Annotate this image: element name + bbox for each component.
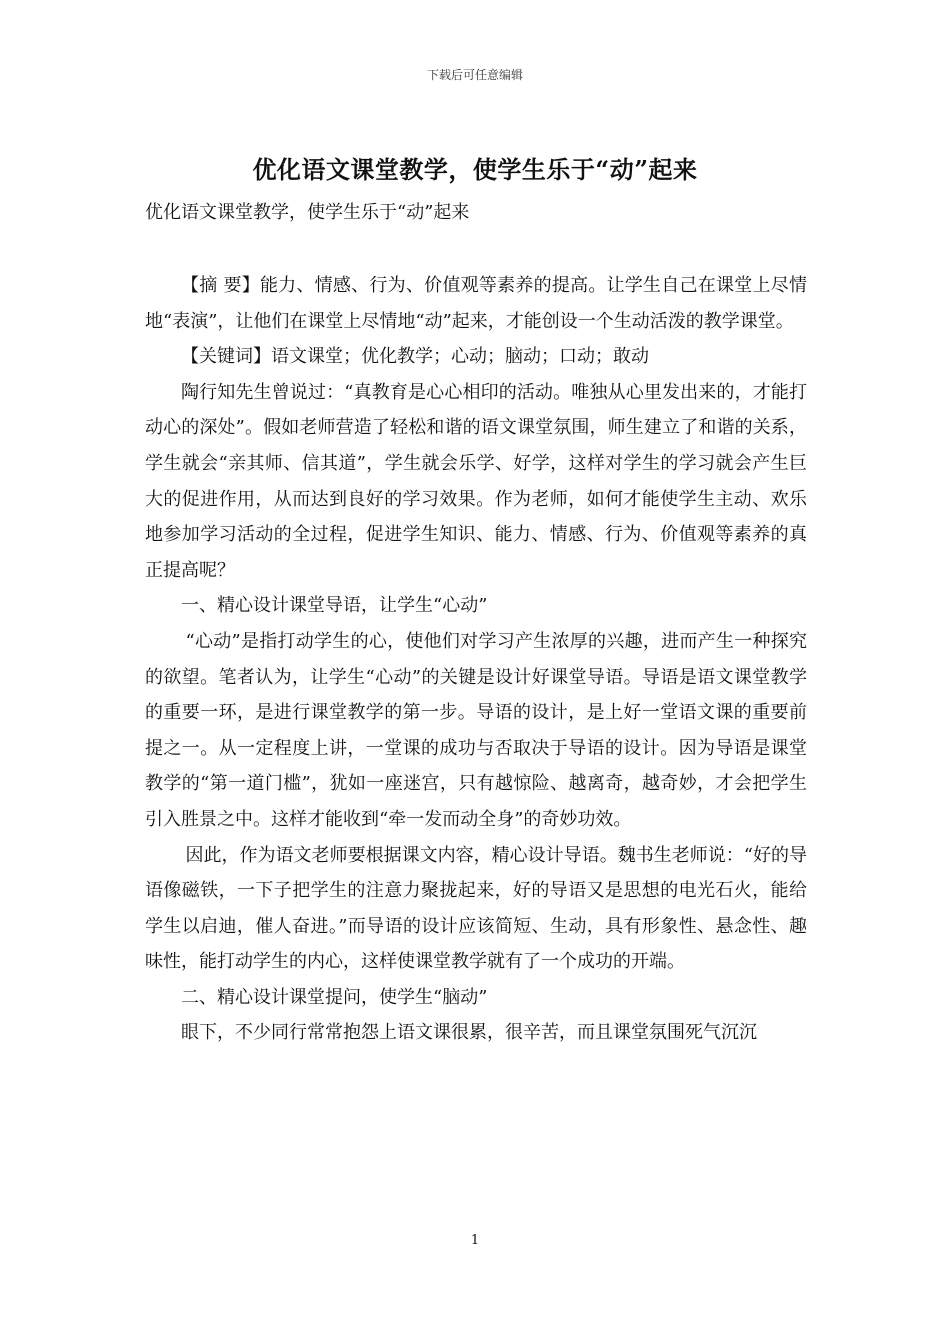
keywords-paragraph: 【关键词】语文课堂；优化教学；心动；脑动；口动；敢动 xyxy=(181,346,649,368)
body-paragraph: 陶行知先生曾说过：“真教育是心心相印的活动。唯独从心里发出来的，才能打动心的深处”。假如老师营造了轻松和谐的语文课堂氛围，师生建立了和谐的关系，学生就会“亲其师、信其道”，学生就会乐学、好学，这样对学生的学习就会产生巨大的促进作用，从而达到良好的学习效果。作为老师，如何才能使学生主动、欢乐地参加学习活动的全过程，促进学生知识、能力、情感、行为、价值观等素养的真正提高呢？ xyxy=(145,381,807,581)
document-title: 优化语文课堂教学，使学生乐于“动”起来 xyxy=(252,155,698,184)
document-subtitle: 优化语文课堂教学，使学生乐于“动”起来 xyxy=(145,202,470,223)
page-number: 1 xyxy=(470,1233,480,1248)
document-body xyxy=(145,268,807,1051)
body-paragraph: “心动”是指打动学生的心，使他们对学习产生浓厚的兴趣，进而产生一种探究的欲望。笔者认为，让学生“心动”的关键是设计好课堂导语。导语是语文课堂教学的重要一环，是进行课堂教学的第一步。导语的设计，是上好一堂语文课的重要前提之一。从一定程度上讲，一堂课的成功与否取决于导语的设计。因为导语是课堂教学的“第一道门槛”，犹如一座迷宫，只有越惊险、越离奇，越奇妙，才会把学生引入胜景之中。这样才能收到“牵一发而动全身”的奇妙功效。 xyxy=(145,630,807,830)
body-paragraph: 因此，作为语文老师要根据课文内容，精心设计导语。魏书生老师说：“好的导语像磁铁，一下子把学生的注意力聚拢起来，好的导语又是思想的电光石火，能给学生以启迪，催人奋进。”而导语的设计应该简短、生动，具有形象性、悬念性、趣味性，能打动学生的内心，这样使课堂教学就有了一个成功的开端。 xyxy=(145,844,807,973)
abstract-paragraph: 【摘 要】能力、情感、行为、价值观等素养的提高。让学生自己在课堂上尽情地“表演”，让他们在课堂上尽情地“动”起来，才能创设一个生动活泼的教学课堂。 xyxy=(145,275,807,332)
section-heading: 一、精心设计课堂导语，让学生“心动” xyxy=(181,595,488,617)
body-paragraph: 眼下，不少同行常常抱怨上语文课很累，很辛苦，而且课堂氛围死气沉沉 xyxy=(181,1022,757,1044)
page-header-note: 下载后可任意编辑 xyxy=(426,68,523,82)
section-heading: 二、精心设计课堂提问，使学生“脑动” xyxy=(181,986,488,1008)
